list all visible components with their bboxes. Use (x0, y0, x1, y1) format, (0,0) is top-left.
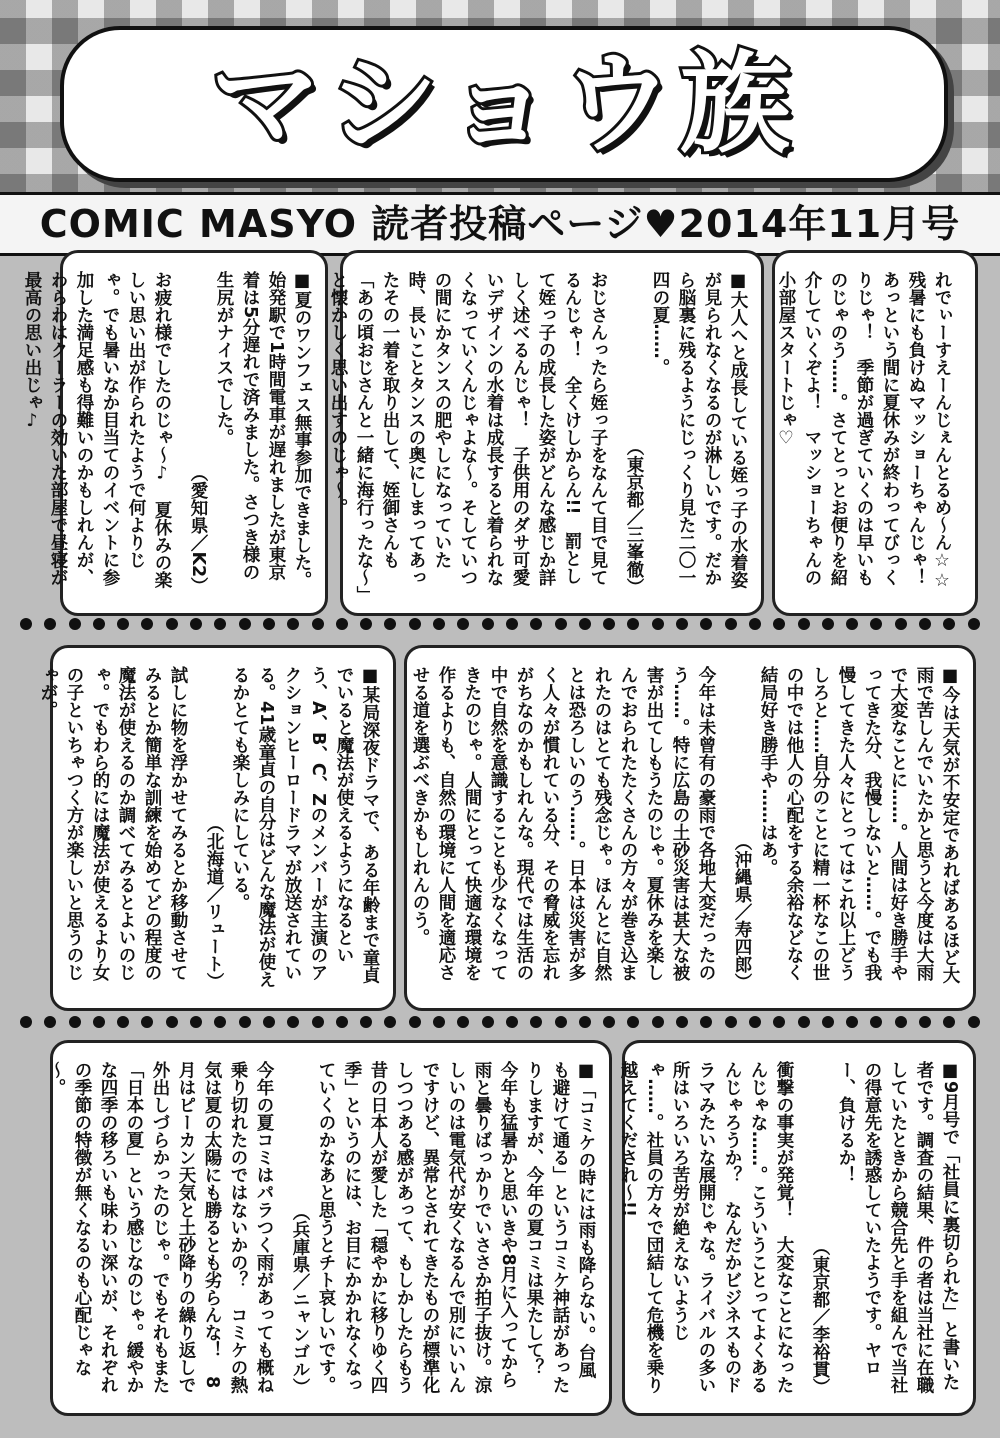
mascot-reply: 試しに物を浮かせてみるとか移動させてみるとか簡単な訓練を始めてどの程度の魔法が使えるのか調べてみるとよいのじゃ。でもわら的には魔法が使えるより女の子といちゃつく方が楽しいと思うのじゃが。 (38, 666, 188, 981)
reader-letter: ■9月号で「社員に裏切られた」と書いた者です。調査の結果、件の者は当社に在職していたときから競合先と手を組んで当社の得意先を誘惑していたようです。ヤロー、負けるか！ (836, 1061, 960, 1394)
title-panel (60, 26, 948, 182)
dotted-divider (20, 1010, 980, 1034)
reader-name: （沖縄県／寿四郎） (732, 832, 752, 990)
mascot-intro: れでぃーすえーんじぇんとるめ～ん☆☆ 残暑にも負けぬマッショーちゃんじゃ！ あっという間に夏休みが終わってびっくりじゃ！ 季節が過ぎていくのは早いものじゃのう……。さてとっとお便りを紹介していくぞよ！ マッショーちゃんの小部屋スタートじゃ♡ (776, 271, 952, 609)
page-title: マショウ族 (210, 40, 798, 168)
reader-name: （愛知県／K2） (188, 464, 208, 595)
reader-letter: ■某局深夜ドラマで、ある年齢まで童貞でいると魔法が使えるようになるという、A、B、C、Zのメンバーが主演のアクションヒーロードラマが放送されている。41歳童貞の自分はどんな魔法が使えるかとても楽しみにしている。 (230, 666, 380, 988)
reader-name: （北海道／リュート） (204, 815, 224, 990)
page-subtitle: COMIC MASYO 読者投稿ページ♥2014年11月号 (39, 202, 961, 246)
reader-name: （東京都／三峯徹） (624, 437, 644, 595)
mascot-reply: おじさんったら姪っ子をなんて目で見てるんじゃ！ 全くけしからん!! 罰として姪っ子の成長した姿がどんな感じか詳しく述べるんじゃ！ 子供用のダサ可愛いデザインの水着は成長すると着られなくなっていくんじゃよな～。そしていつの間にかタンスの肥やしになっていた時、長いことタンスの奥にしまってあったその一着を取り出して、姪御さんも「あの頃おじさんと一緒に海行ったな～」と懐かしく思い出すのじゃ～。 (328, 271, 608, 595)
post-text (410, 666, 963, 990)
post-text (618, 1061, 963, 1395)
post-card-nyangoru (46, 1040, 612, 1416)
intro-text (776, 271, 965, 609)
reader-letter: ■大人へと成長している姪っ子の水着姿が見られなくなるのが淋しいです。だから脳裏に残るようにじっくり見た二〇一四の夏……。 (650, 271, 748, 589)
mascot-reply: 今年の夏コミはパラつく雨があっても概ね乗り切れたのではないかの？ コミケの熱気は夏の太陽にも勝るとも劣らんな！ 8月はピーカン天気と土砂降りの繰り返しで外出しづらかったのじゃ。でもそれもまた「日本の夏」という感じなのじゃ。緩やかな四季の移ろいも味わい深いが、それぞれの季節の特徴が無くなるのも心配じゃな～。 (46, 1061, 274, 1394)
mascot-reply: 今年は未曾有の豪雨で各地大変だったのう……。特に広島の土砂災害は甚大な被害が出てしもうたのじゃ。夏休みを楽しんでおられたたくさんの方々が巻き込まれたのはとても残念じゃ。ほんとに自然とは恐ろしいのう……。日本は災害が多く人々が慣れている分、その脅威を忘れがちなのかもしれんな。現代では生活の中で自然を意識することも少なくなってきたのじゃ。人間にとって快適な環境を作るよりも、自然の環境に人間を適応させる道を選ぶべきかもしれんのう。 (410, 666, 716, 981)
post-text (38, 666, 383, 990)
post-card-lee (618, 1040, 976, 1416)
post-card-ryuto (38, 645, 396, 1011)
mascot-reply: お疲れ様でしたのじゃ～♪ 夏休みの楽しい思い出が作られたようで何よりじゃ。でも暑いなか目当てのイベントに参加した満足感も得難いのかもしれんが、わらわはクーラーの効いた部屋で昼寝が最高の思い出じゃ♪ (22, 271, 172, 589)
mascot-reply: 衝撃の事実が発覚！ 大変なことになったんじゃな……。こういうことってよくあるんじゃろうか？ なんだかビジネスものドラマみたいな展開じゃな。ライバルの多い所はいろいろ苦労が絶えないようじゃ……。社員の方々で団結して危機を乗り越えてくだされ～!! (618, 1061, 794, 1394)
subtitle-bar (0, 192, 1000, 256)
post-text (22, 271, 315, 595)
reader-letter: ■「コミケの時には雨も降らない。台風も避けて通る」というコミケ神話があったりしますが、今年の夏コミは果たして？ 今年も猛暑かと思いきや8月に入ってから雨と曇りばっかりでいささか拍子抜け。涼しいのは電気代が安くなるんで別にいいんですけど、異常とされてきたものが標準化しつつある感があって、もしかしたらもう昔の日本人が愛した「穏やかに移りゆく四季」というのには、お目にかかれなくなっていくのかなあと思うとチト哀しいです。 (316, 1061, 596, 1394)
post-card-k2 (22, 250, 328, 616)
post-text (46, 1061, 599, 1395)
reader-name: （東京都／李裕貫） (810, 1237, 830, 1395)
dotted-divider (20, 612, 980, 636)
reader-letter: ■夏のワンフェス無事参加できました。始発駅で1時間電車が遅れましたが東京着は5分遅れで済みました。さつき様の生尻がナイスでした。 (214, 271, 312, 589)
post-text (328, 271, 751, 595)
reader-letter: ■今は天気が不安定であればあるほど大雨で苦しんでいたかと思うと今度は大雨で大変なことに……。人間は好き勝手やってきた分、我慢しないと……。でも我慢してきた人々にとってはこれ以上どうしろと……自分のことに精一杯なこの世の中では他人の心配をする余裕などなく結局好き勝手や……はあ。 (758, 666, 960, 984)
intro-card (772, 250, 978, 616)
reader-name: （兵庫県／ニャンゴル） (290, 1202, 310, 1395)
post-card-jushiro (404, 645, 976, 1011)
gingham-header (0, 0, 1000, 200)
post-card-mitsumine (328, 250, 764, 616)
